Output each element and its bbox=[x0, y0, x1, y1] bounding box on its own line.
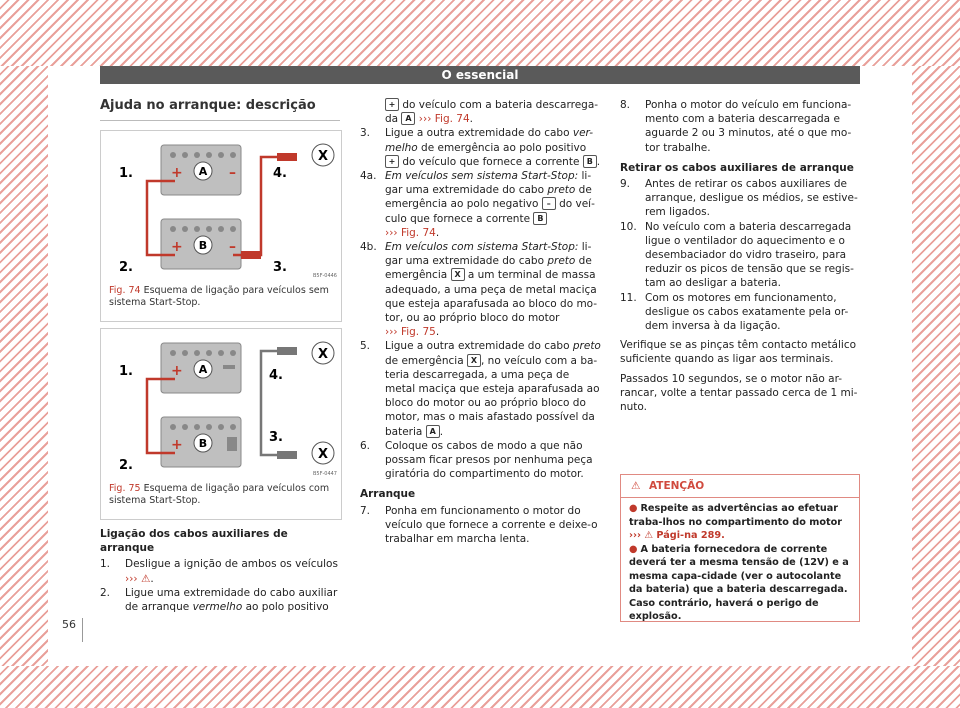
warning-header bbox=[621, 475, 859, 498]
step-1: 1. Desligue a ignição de ambos os veículos ››› ⚠. bbox=[100, 558, 338, 585]
fig75-label-2: 2. bbox=[119, 458, 133, 473]
figure-75 bbox=[100, 328, 342, 520]
fig75-label-a: A bbox=[198, 363, 208, 376]
fig75-label-3: 3. bbox=[269, 430, 283, 445]
fig74-label-2: 2. bbox=[119, 260, 133, 275]
note-2: Passados 10 segundos, se o motor não ar-rancar, volte a tentar passado cerca de 1 mi-nuto. bbox=[620, 372, 858, 414]
page-ref-link[interactable]: Pági-na 289. bbox=[656, 530, 725, 541]
fig74-label-1: 1. bbox=[119, 166, 133, 181]
title-rule bbox=[100, 120, 340, 121]
fig74-label-4: 4. bbox=[273, 166, 287, 181]
warning-bullet-2: ● A bateria fornecedora de corrente deverá ter a mesma tensão de (12V) e a mesma capa-cidade (ver o autocolante da bateria) que a bateria descarregada. Caso contrário, haverá o perigo de explosão. bbox=[629, 543, 849, 622]
step-4b: 4b. Em veículos com sistema Start-Stop: li-gar uma extremidade do cabo preto de emergência X a um terminal de massa adequado, a uma peça de metal maciça que esteja aparafusada ao bloco do mo-tor, ou ao próprio bloco do motor ››› Fig. 75. bbox=[360, 241, 598, 339]
step-7: 7. Ponha em funcionamento o motor do veículo que fornece a corrente e deixe-o trabalhar em marcha lenta. bbox=[360, 504, 598, 546]
column-3 bbox=[620, 98, 860, 415]
fig74-code: B5F-0446 bbox=[312, 273, 337, 279]
step-3: 3. Ligue a outra extremidade do cabo ver-melho de emergência ao polo positivo + do veículo que fornece a corrente B . bbox=[360, 127, 601, 168]
warning-triangle-icon: ⚠ bbox=[631, 480, 641, 492]
fig74-caption bbox=[109, 285, 335, 309]
fig75-code: B5F-0447 bbox=[312, 471, 337, 477]
svg-text:–: – bbox=[229, 239, 236, 255]
hatch-left bbox=[0, 66, 48, 666]
fig75-label-x-bottom: X bbox=[317, 447, 329, 462]
hatch-bottom bbox=[0, 666, 960, 708]
warning-title: ATENÇÃO bbox=[649, 480, 705, 492]
step-9: 9. Antes de retirar os cabos auxiliares de arranque, desligue os médios, se estive-rem ligados. bbox=[620, 178, 858, 219]
fig75-caption bbox=[109, 483, 335, 507]
fig75-label-1: 1. bbox=[119, 364, 133, 379]
fig74-label-a: A bbox=[198, 165, 208, 178]
fig75-label: Fig. 75 bbox=[109, 483, 141, 494]
connect-heading: Ligação dos cabos auxiliares de arranque bbox=[100, 528, 288, 555]
svg-text:+: + bbox=[171, 437, 183, 453]
engine-warning-icon: ⚠ bbox=[644, 530, 654, 541]
fig75-label-x-top: X bbox=[317, 347, 329, 362]
arranque-heading: Arranque bbox=[360, 488, 416, 501]
hatch-top bbox=[0, 0, 960, 66]
jump-start-diagram-startstop bbox=[101, 329, 341, 477]
svg-text:–: – bbox=[229, 165, 236, 181]
page-number: 56 bbox=[62, 618, 76, 631]
warning-body bbox=[621, 498, 859, 628]
warning-bullet-1: ● Respeite as advertências ao efetuar traba-lhos no compartimento do motor ››› ⚠ Pági-na 289. bbox=[629, 503, 843, 541]
fig74-caption-text: Esquema de ligação para veículos sem sistema Start-Stop. bbox=[109, 285, 329, 308]
step-2: 2. Ligue uma extremidade do cabo auxiliar de arranque vermelho ao polo positivo bbox=[100, 586, 338, 614]
step-10: 10. No veículo com a bateria descarregada ligue o ventilador do aquecimento e o desembaciador do vidro traseiro, para reduzir os picos de tensão que se regis-tam ao desligar a bateria. bbox=[620, 220, 854, 290]
hatch-right bbox=[912, 66, 960, 666]
page-number-rule bbox=[82, 618, 83, 642]
fig74-label-x: X bbox=[317, 149, 329, 164]
column-2 bbox=[360, 98, 602, 546]
fig75-caption-text: Esquema de ligação para veículos com sistema Start-Stop. bbox=[109, 483, 330, 506]
page-header: O essencial bbox=[100, 66, 860, 84]
step-8: 8. Ponha o motor do veículo em funciona-mento com a bateria descarregada e aguarde 2 ou 3 minutos, até o que mo-tor trabalhe. bbox=[620, 99, 852, 154]
svg-text:+: + bbox=[171, 165, 183, 181]
plus-badge: + bbox=[385, 98, 399, 111]
figure-74 bbox=[100, 130, 342, 322]
fig74-label: Fig. 74 bbox=[109, 285, 141, 296]
fig75-label-4: 4. bbox=[269, 368, 283, 383]
jump-start-diagram-no-startstop bbox=[101, 131, 341, 279]
step-5: 5. Ligue a outra extremidade do cabo preto de emergência X , no veículo com a ba-teria descarregada, a uma peça de metal maciça que esteja aparafusada ao bloco do motor ou ao próprio bloco do motor, mas o mais afastado possível da bateria A . bbox=[360, 340, 601, 438]
step-4a: 4a. Em veículos sem sistema Start-Stop: li-gar uma extremidade do cabo preto de emergência ao polo negativo – do veí-culo que fornece a corrente B ››› Fig. 74. bbox=[360, 170, 595, 239]
note-1: Verifique se as pinças têm contacto metálico suficiente quando as ligar aos terminais. bbox=[620, 339, 857, 366]
warning-icon: ⚠ bbox=[140, 572, 151, 585]
warning-box bbox=[620, 474, 860, 622]
section-title: Ajuda no arranque: descrição bbox=[100, 98, 316, 113]
step-2-cont: + do veículo com a bateria descarrega-da A ››› Fig. 74. bbox=[385, 99, 599, 126]
fig75-label-b: B bbox=[198, 437, 208, 450]
retirar-heading: Retirar os cabos auxiliares de arranque bbox=[620, 161, 854, 174]
fig74-label-3: 3. bbox=[273, 260, 287, 275]
step-11: 11. Com os motores em funcionamento, desligue os cabos exatamente pela or-dem inversa à da ligação. bbox=[620, 291, 849, 333]
svg-text:+: + bbox=[171, 239, 183, 255]
fig74-label-b: B bbox=[198, 239, 208, 252]
step-6: 6. Coloque os cabos de modo a que não possam ficar presos por nenhuma peça giratória do compartimento do motor. bbox=[360, 439, 593, 481]
svg-text:+: + bbox=[171, 363, 183, 379]
column-1 bbox=[100, 527, 342, 614]
